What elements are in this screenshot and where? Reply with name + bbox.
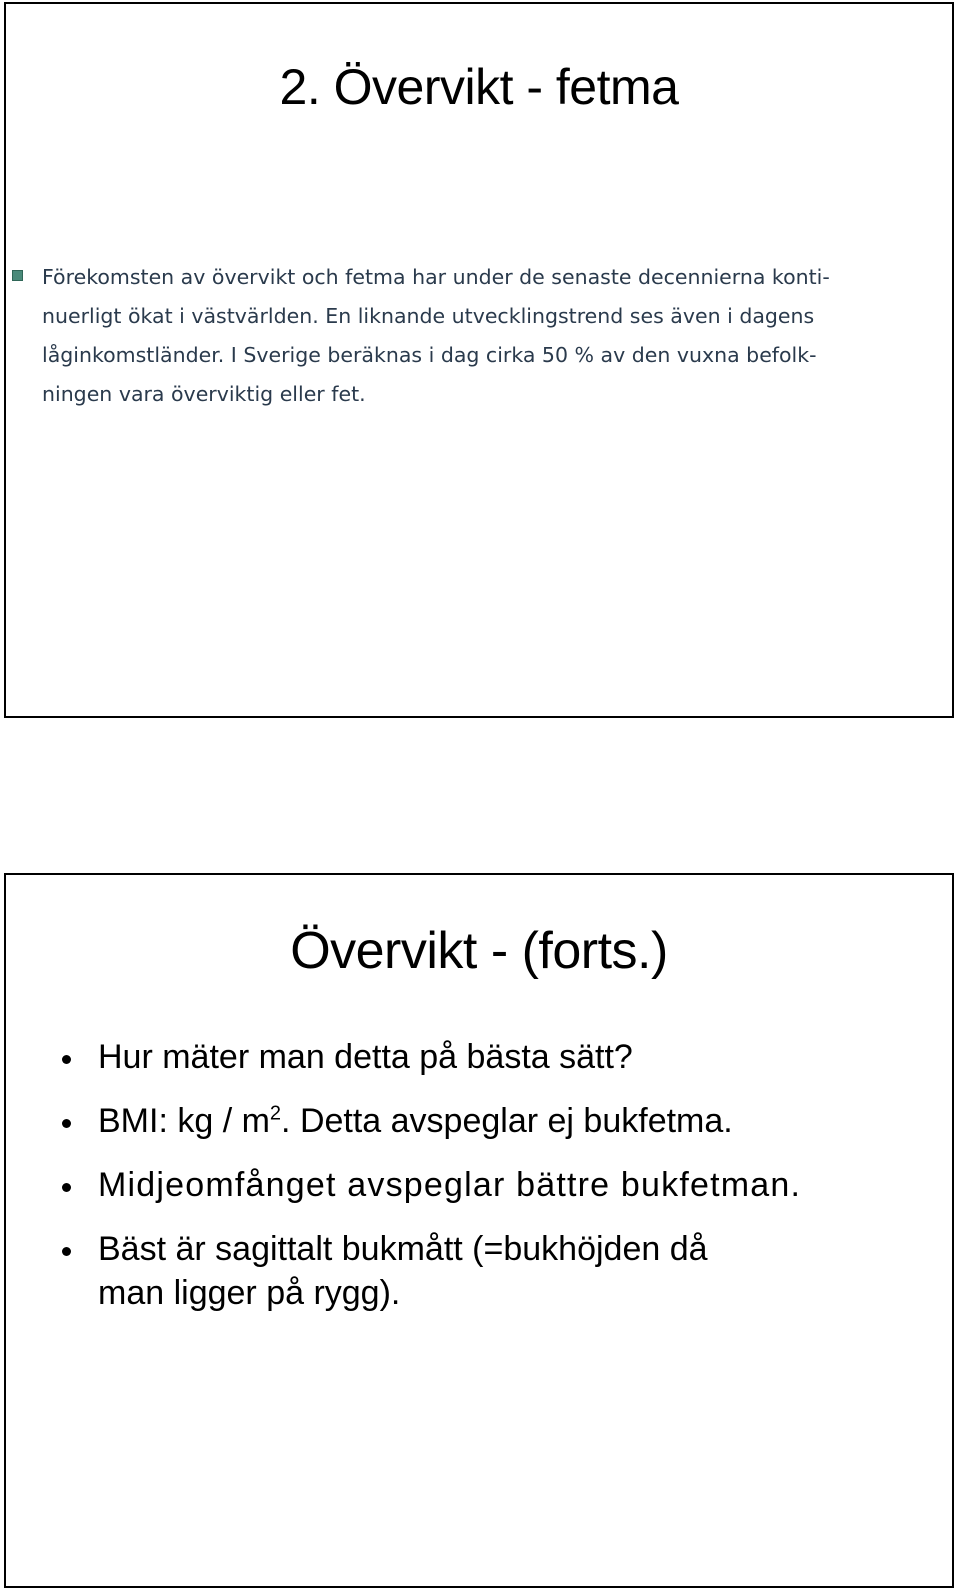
- slide-1-title: 2. Övervikt - fetma: [279, 59, 679, 115]
- bullet-item: [58, 1035, 948, 1079]
- paragraph-line: låginkomstländer. I Sverige beräknas i dag cirka 50 % av den vuxna befolk-: [42, 343, 817, 367]
- bullet-text: [98, 1099, 948, 1143]
- round-bullet-icon: [62, 1183, 71, 1192]
- slide-2: [4, 873, 954, 1588]
- paragraph-line: nuerligt ökat i västvärlden. En liknande utvecklingstrend ses även i dagens: [42, 304, 815, 328]
- bullet-item: [58, 1163, 948, 1207]
- round-bullet-icon: [62, 1119, 71, 1128]
- paragraph-line: ningen vara överviktig eller fet.: [42, 382, 366, 406]
- slide-2-title: Övervikt - (forts.): [290, 922, 668, 980]
- slide-1: [4, 2, 954, 718]
- slide-1-paragraph: [42, 258, 952, 414]
- bullet-item: [58, 1227, 948, 1315]
- bullet-text: Hur mäter man detta på bästa sätt?: [98, 1038, 633, 1076]
- bullet-text-line-1: Bäst är sagittalt bukmått (=bukhöjden då: [98, 1230, 708, 1268]
- square-bullet-icon: [12, 270, 23, 281]
- round-bullet-icon: [62, 1247, 71, 1256]
- bmi-note-text: . Detta avspeglar ej bukfetma.: [281, 1102, 733, 1140]
- bullet-text-line-2: man ligger på rygg).: [98, 1274, 401, 1312]
- round-bullet-icon: [62, 1055, 71, 1064]
- bullet-item: [58, 1099, 948, 1143]
- slide-2-bullet-list: [58, 1035, 948, 1335]
- bmi-formula-text: BMI: kg / m: [98, 1102, 270, 1140]
- superscript-exponent: 2: [269, 1102, 282, 1125]
- bullet-text: Midjeomfånget avspeglar bättre bukfetman.: [98, 1166, 802, 1204]
- paragraph-line: Förekomsten av övervikt och fetma har under de senaste decennierna konti-: [42, 265, 830, 289]
